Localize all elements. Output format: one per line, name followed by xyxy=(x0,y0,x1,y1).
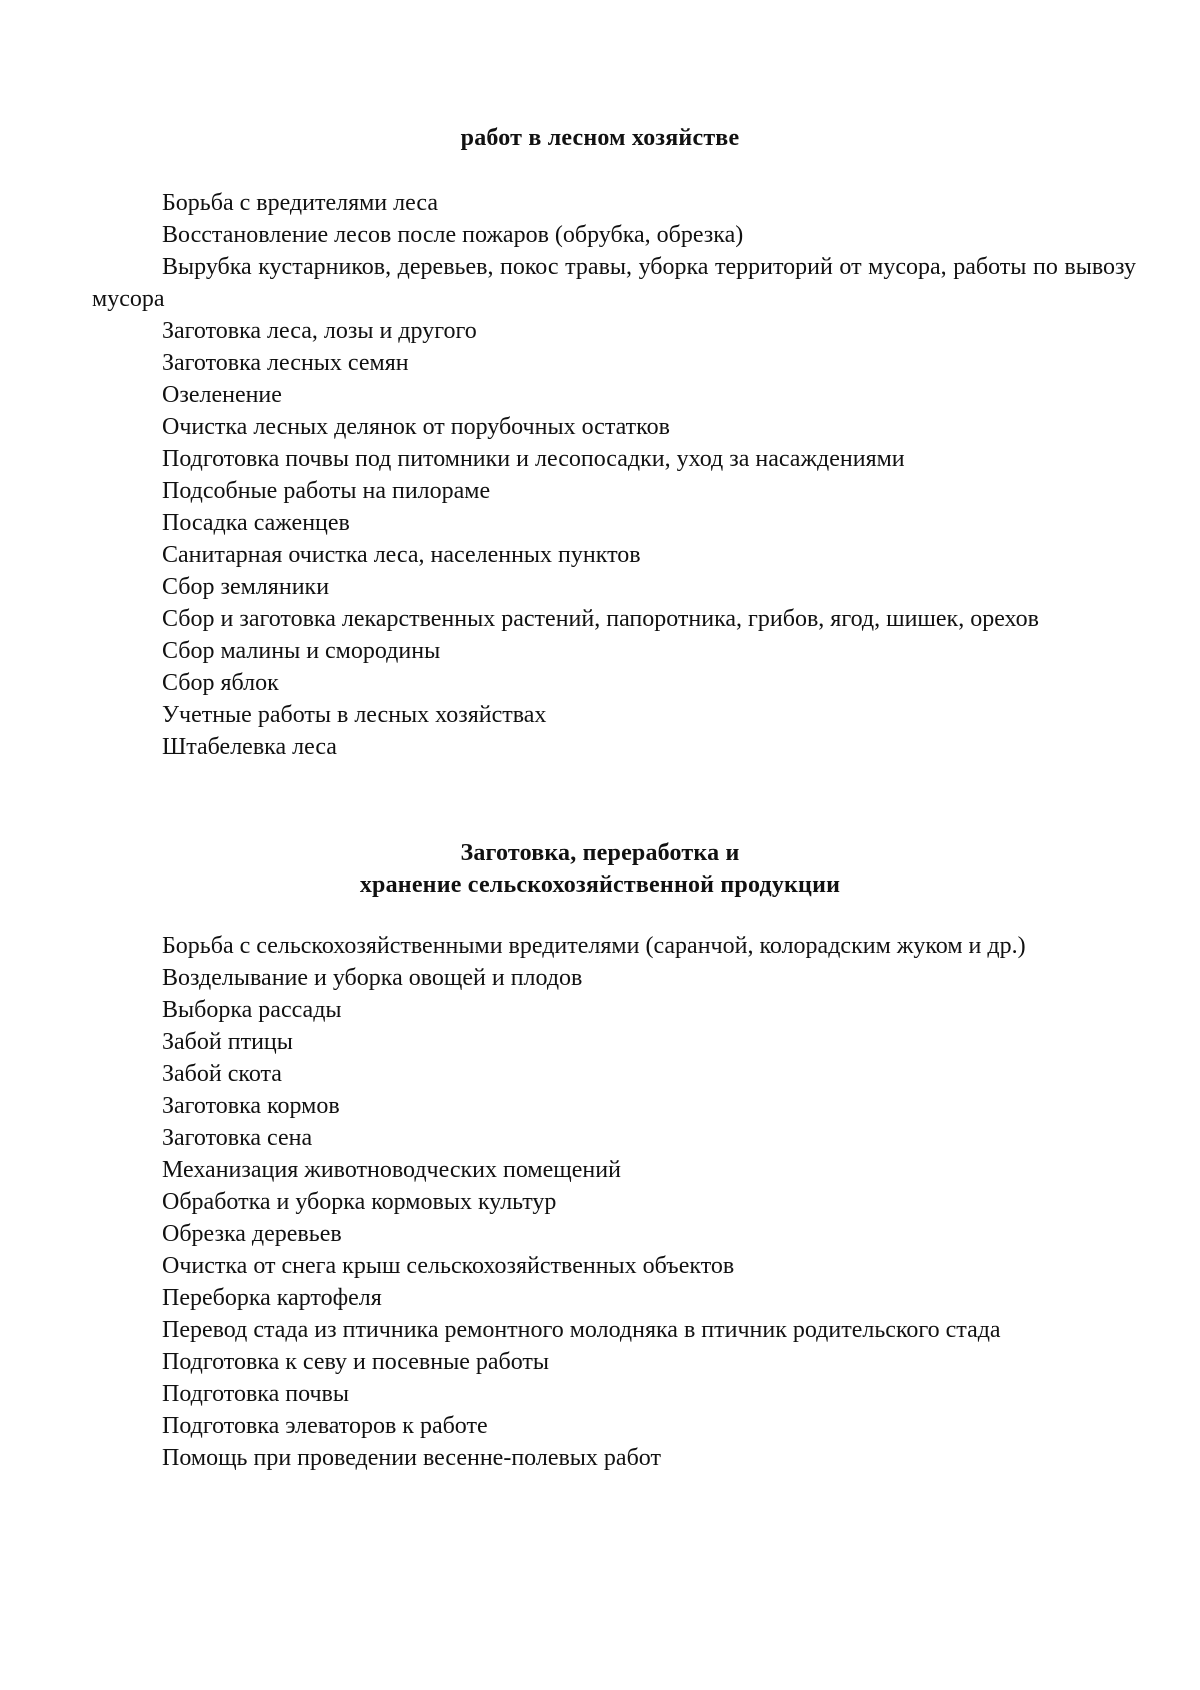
section-heading-agriculture-line1: Заготовка, переработка и xyxy=(460,840,740,866)
list-item: Подсобные работы на пилораме xyxy=(162,478,491,504)
forestry-work-list xyxy=(92,187,1136,763)
list-item: Борьба с сельскохозяйственными вредителями (саранчой, колорадским жуком и др.) xyxy=(162,933,1026,959)
list-item: Сбор малины и смородины xyxy=(162,638,441,664)
list-item: Сбор земляники xyxy=(162,574,330,600)
list-item: Обрезка деревьев xyxy=(162,1221,342,1247)
list-item: Забой скота xyxy=(162,1061,282,1087)
list-item: Заготовка кормов xyxy=(162,1093,340,1119)
section-heading-forestry xyxy=(0,122,1200,154)
list-item: Механизация животноводческих помещений xyxy=(162,1157,621,1183)
list-item: Учетные работы в лесных хозяйствах xyxy=(162,702,547,728)
list-item: Посадка саженцев xyxy=(162,510,350,536)
list-item: Санитарная очистка леса, населенных пунктов xyxy=(162,542,641,568)
list-item: Заготовка лесных семян xyxy=(162,350,409,376)
section-heading-forestry-text: работ в лесном хозяйстве xyxy=(460,125,740,151)
list-item: Заготовка сена xyxy=(162,1125,313,1151)
list-item: Перевод стада из птичника ремонтного молодняка в птичник родительского стада xyxy=(162,1317,1001,1343)
list-item: Подготовка почвы xyxy=(162,1381,349,1407)
agriculture-work-list xyxy=(92,930,1136,1474)
section-heading-agriculture xyxy=(0,837,1200,901)
list-item: Обработка и уборка кормовых культур xyxy=(162,1189,557,1215)
list-item: Восстановление лесов после пожаров (обрубка, обрезка) xyxy=(162,222,744,248)
list-item: Подготовка элеваторов к работе xyxy=(162,1413,488,1439)
list-item: Сбор яблок xyxy=(162,670,279,696)
list-item: Подготовка к севу и посевные работы xyxy=(162,1349,549,1375)
list-item: Переборка картофеля xyxy=(162,1285,382,1311)
list-item: Сбор и заготовка лекарственных растений, папоротника, грибов, ягод, шишек, орехов xyxy=(162,606,1039,632)
section-heading-agriculture-line2: хранение сельскохозяйственной продукции xyxy=(359,872,841,898)
list-item: Помощь при проведении весенне-полевых работ xyxy=(162,1445,661,1471)
list-item: Штабелевка леса xyxy=(162,734,337,760)
list-item: Заготовка леса, лозы и другого xyxy=(162,318,477,344)
list-item: Очистка лесных делянок от порубочных остатков xyxy=(162,414,670,440)
list-item: Забой птицы xyxy=(162,1029,293,1055)
list-item: Очистка от снега крыш сельскохозяйственных объектов xyxy=(162,1253,735,1279)
list-item: Озеленение xyxy=(162,382,282,408)
list-item: Выборка рассады xyxy=(162,997,342,1023)
list-item: Возделывание и уборка овощей и плодов xyxy=(162,965,583,991)
list-item: Вырубка кустарников, деревьев, покос травы, уборка территорий от мусора, работы по вывозу мусора xyxy=(92,254,1136,312)
list-item: Борьба с вредителями леса xyxy=(162,190,438,216)
list-item: Подготовка почвы под питомники и лесопосадки, уход за насаждениями xyxy=(162,446,905,472)
